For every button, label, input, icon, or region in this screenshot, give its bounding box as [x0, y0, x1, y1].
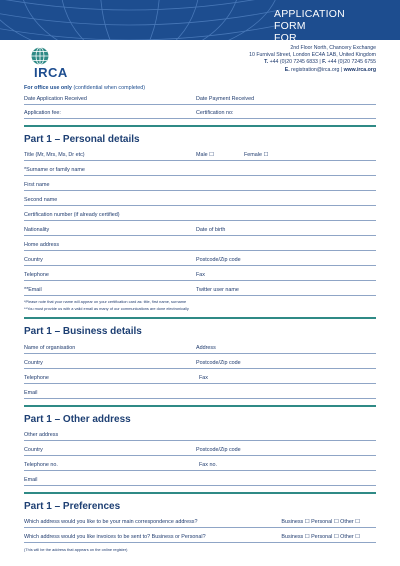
office-row-fee	[24, 105, 376, 119]
other-country-field[interactable]: Country	[24, 447, 43, 453]
web-link[interactable]: www.irca.org	[343, 66, 376, 73]
row-first-name	[24, 177, 376, 191]
home-address-field[interactable]: Home address	[24, 242, 60, 248]
business-address-field[interactable]: Address	[196, 345, 216, 351]
row-organisation	[24, 340, 376, 354]
form-title-line1: APPLICATION FORM	[274, 8, 345, 32]
office-row-dates	[24, 91, 376, 105]
section-title-other: Part 1 – Other address	[24, 414, 131, 425]
business-email-field[interactable]: Email	[24, 390, 38, 396]
section-divider	[24, 317, 376, 319]
row-other-telephone	[24, 457, 376, 471]
surname-field[interactable]: *Surname or family name	[24, 167, 85, 173]
postcode-field[interactable]: Postcode/Zip code	[196, 257, 241, 263]
correspondence-question: Which address would you like to be your main correspondence address?	[24, 519, 198, 525]
row-country	[24, 252, 376, 266]
section-divider	[24, 405, 376, 407]
application-fee-field[interactable]: Application fee:	[24, 110, 61, 116]
other-address-field[interactable]: Other address	[24, 432, 59, 438]
cert-number-field[interactable]: Certification number (if already certified)	[24, 212, 120, 218]
address-line1: 2nd Floor North, Chancery Exchange	[290, 45, 376, 51]
telephone-field[interactable]: Telephone	[24, 272, 49, 278]
date-payment-field[interactable]: Date Payment Received	[196, 96, 255, 102]
section-divider	[24, 492, 376, 494]
address-phones: T. +44 (0)20 7245 6833 | F. +44 (0)20 7245 6755	[264, 59, 376, 66]
correspondence-options[interactable]: Business ☐ Personal ☐ Other ☐	[281, 519, 360, 525]
note-email: **You must provide us with a valid email as many of our communications are done electronically	[24, 306, 189, 311]
form-title	[274, 8, 376, 40]
business-fax-field[interactable]: Fax	[199, 375, 208, 381]
date-received-field[interactable]: Date Application Received	[24, 96, 87, 102]
section-title-preferences: Part 1 – Preferences	[24, 501, 121, 512]
email-link[interactable]: registration@irca.org	[291, 66, 340, 73]
organisation-field[interactable]: Name of organisation	[24, 345, 76, 351]
row-pref-correspondence	[24, 514, 376, 528]
first-name-field[interactable]: First name	[24, 182, 50, 188]
section-divider	[24, 125, 376, 127]
title-field[interactable]: Title (Mr, Mrs, Ms, Dr etc)	[24, 152, 85, 158]
section-title-personal: Part 1 – Personal details	[24, 134, 140, 145]
row-pref-invoices	[24, 529, 376, 543]
invoices-options[interactable]: Business ☐ Personal ☐ Other ☐	[281, 534, 360, 540]
row-title-gender	[24, 147, 376, 161]
male-checkbox[interactable]: Male ☐	[196, 152, 215, 158]
office-use-heading: For office use only (confidential when completed)	[24, 85, 146, 91]
row-other-country	[24, 442, 376, 456]
business-postcode-field[interactable]: Postcode/Zip code	[196, 360, 241, 366]
row-email	[24, 282, 376, 296]
row-surname	[24, 162, 376, 176]
other-fax-field[interactable]: Fax no.	[199, 462, 217, 468]
row-second-name	[24, 192, 376, 206]
contact-address	[249, 45, 376, 74]
note-name: *Please note that your name will appear on your certification card as: title, first name, surname	[24, 299, 187, 304]
section-title-business: Part 1 – Business details	[24, 326, 142, 337]
female-checkbox[interactable]: Female ☐	[244, 152, 269, 158]
address-email: E. registration@irca.org | www.irca.org	[284, 66, 376, 73]
row-nationality	[24, 222, 376, 236]
header-banner	[0, 0, 400, 40]
country-field[interactable]: Country	[24, 257, 43, 263]
row-home-address	[24, 237, 376, 251]
row-business-telephone	[24, 370, 376, 384]
dob-field[interactable]: Date of birth	[196, 227, 226, 233]
row-cert-number	[24, 207, 376, 221]
form-title-line2: FOR	[274, 32, 297, 40]
invoices-question: Which address would you like invoices to be sent to? Business or Personal?	[24, 534, 206, 540]
business-telephone-field[interactable]: Telephone	[24, 375, 49, 381]
row-business-email	[24, 385, 376, 399]
row-other-address	[24, 427, 376, 441]
second-name-field[interactable]: Second name	[24, 197, 58, 203]
other-email-field[interactable]: Email	[24, 477, 38, 483]
logo-text: IRCA	[34, 65, 68, 80]
fax-field[interactable]: Fax	[196, 272, 205, 278]
address-line2: 10 Furnival Street, London EC4A 1AB, United Kingdom	[249, 52, 376, 59]
other-postcode-field[interactable]: Postcode/Zip code	[196, 447, 241, 453]
other-telephone-field[interactable]: Telephone no.	[24, 462, 58, 468]
row-business-country	[24, 355, 376, 369]
nationality-field[interactable]: Nationality	[24, 227, 50, 233]
certification-no-field[interactable]: Certification no:	[196, 110, 234, 116]
row-telephone	[24, 267, 376, 281]
note-register: (This will be the address that appears on the online register)	[24, 547, 128, 552]
business-country-field[interactable]: Country	[24, 360, 43, 366]
twitter-field[interactable]: Twitter user name	[196, 287, 239, 293]
row-other-email	[24, 472, 376, 486]
email-field[interactable]: **Email	[24, 287, 42, 293]
